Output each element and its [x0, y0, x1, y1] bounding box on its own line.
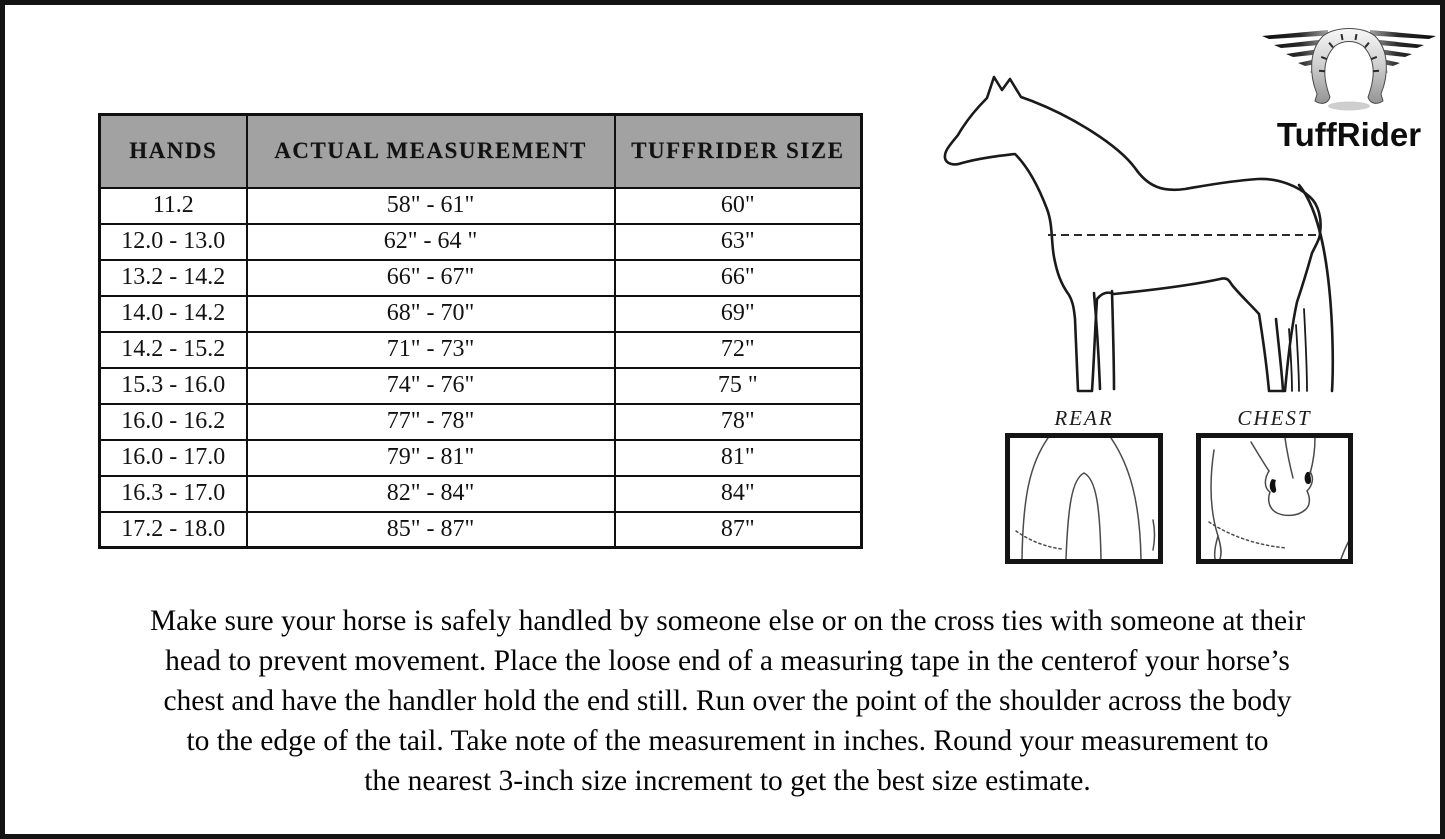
table-cell: 58" - 61": [247, 188, 615, 224]
brand-name: TuffRider: [1276, 116, 1422, 153]
table-cell: 66" - 67": [247, 260, 615, 296]
horse-chest-view-icon: [1201, 438, 1348, 559]
table-cell: 16.3 - 17.0: [100, 476, 247, 512]
table-cell: 82" - 84": [247, 476, 615, 512]
horse-side-illustration: [908, 57, 1348, 407]
table-row: [100, 296, 862, 332]
table-cell: 16.0 - 16.2: [100, 404, 247, 440]
table-cell: 78": [615, 404, 862, 440]
table-cell: 69": [615, 296, 862, 332]
chest-diagram-box: [1196, 433, 1353, 564]
table-cell: 14.2 - 15.2: [100, 332, 247, 368]
table-cell: 77" - 78": [247, 404, 615, 440]
table-row: [100, 476, 862, 512]
table-cell: 87": [615, 512, 862, 548]
table-row: [100, 188, 862, 224]
table-cell: 16.0 - 17.0: [100, 440, 247, 476]
horse-rear-view-icon: [1010, 438, 1158, 559]
table-cell: 81": [615, 440, 862, 476]
instructions-line: Make sure your horse is safely handled by someone else or on the cross ties with someone at their: [149, 605, 1306, 637]
table-cell: 72": [615, 332, 862, 368]
table-cell: 84": [615, 476, 862, 512]
size-table-body: [100, 188, 862, 548]
table-cell: 63": [615, 224, 862, 260]
table-cell: 62" - 64 ": [247, 224, 615, 260]
table-cell: 71" - 73": [247, 332, 615, 368]
table-cell: 75 ": [615, 368, 862, 404]
table-cell: 68" - 70": [247, 296, 615, 332]
rear-diagram-label: REAR: [1054, 406, 1114, 430]
table-row: [100, 404, 862, 440]
rear-diagram-box: [1005, 433, 1163, 564]
table-cell: 13.2 - 14.2: [100, 260, 247, 296]
table-cell: 12.0 - 13.0: [100, 224, 247, 260]
chest-diagram-label: CHEST: [1237, 406, 1312, 430]
table-cell: 79" - 81": [247, 440, 615, 476]
table-cell: 66": [615, 260, 862, 296]
size-table: [98, 113, 863, 549]
table-row: [100, 224, 862, 260]
col-header-tuffrider-size: TUFFRIDER SIZE: [615, 115, 862, 188]
instructions-line: the nearest 3-inch size increment to get the best size estimate.: [364, 765, 1091, 797]
table-row: [100, 260, 862, 296]
table-cell: 15.3 - 16.0: [100, 368, 247, 404]
table-cell: 60": [615, 188, 862, 224]
table-cell: 14.0 - 14.2: [100, 296, 247, 332]
table-cell: 11.2: [100, 188, 247, 224]
col-header-actual-measurement: ACTUAL MEASUREMENT: [247, 115, 615, 188]
table-cell: 74" - 76": [247, 368, 615, 404]
table-row: [100, 368, 862, 404]
measuring-instructions: [30, 601, 1425, 801]
table-cell: 85" - 87": [247, 512, 615, 548]
col-header-hands: HANDS: [100, 115, 247, 188]
instructions-line: to the edge of the tail. Take note of the measurement in inches. Round your measurement to: [186, 725, 1269, 757]
table-header-row: [100, 115, 862, 188]
instructions-line: chest and have the handler hold the end still. Run over the point of the shoulder across the body: [163, 685, 1292, 717]
table-row: [100, 332, 862, 368]
table-row: [100, 440, 862, 476]
table-row: [100, 512, 862, 548]
instructions-line: head to prevent movement. Place the loose end of a measuring tape in the centerof your horse’s: [165, 645, 1290, 677]
table-cell: 17.2 - 18.0: [100, 512, 247, 548]
